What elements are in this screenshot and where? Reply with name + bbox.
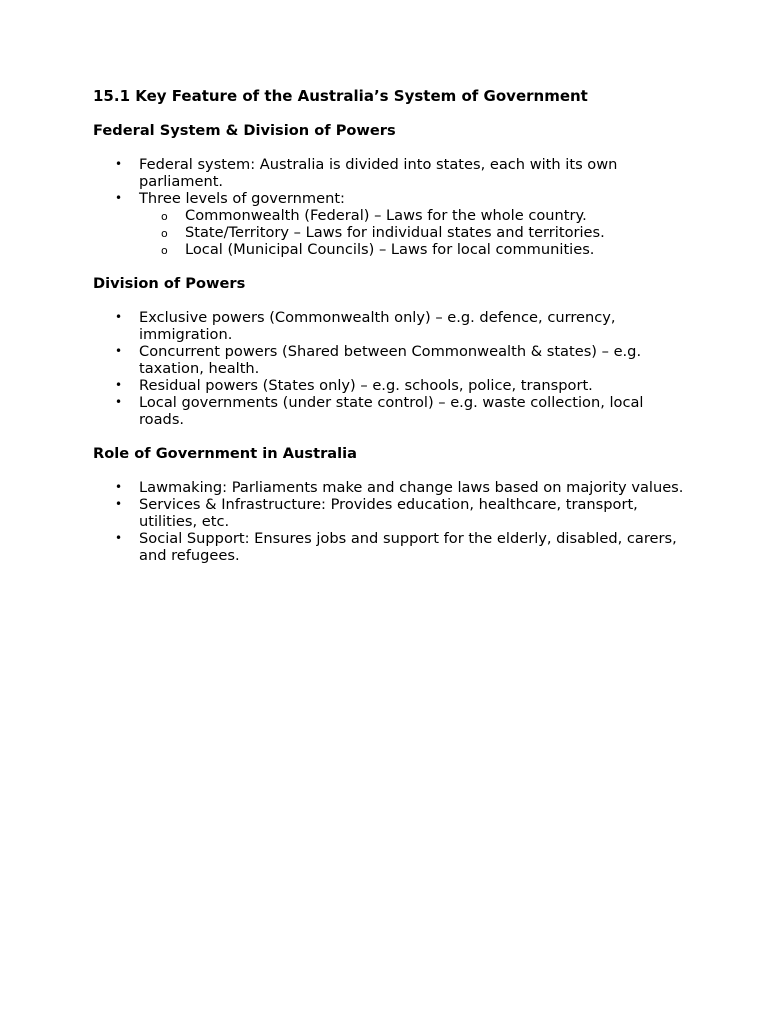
division-of-powers-list [93,309,693,428]
bullet-icon: • [115,480,123,494]
list-item-text: Lawmaking: Parliaments make and change laws based on majority values. [139,479,684,496]
federal-system-list [93,156,693,258]
bullet-icon: • [115,191,123,205]
list-item-text: Local governments (under state control) – e.g. waste collection, local roads. [139,394,644,428]
document-page [93,87,693,581]
list-item [93,309,693,343]
bullet-icon: • [115,531,123,545]
list-item [93,156,693,190]
list-item [93,377,693,394]
bullet-icon: • [115,157,123,171]
sub-list-item [139,241,693,258]
list-item [93,190,693,258]
list-item-text: Social Support: Ensures jobs and support for the elderly, disabled, carers, and refugees. [139,530,677,564]
bullet-icon: • [115,310,123,324]
list-item [93,479,693,496]
sub-list-item [139,224,693,241]
list-item-text: Residual powers (States only) – e.g. schools, police, transport. [139,377,593,394]
role-of-government-list [93,479,693,564]
list-item-text: Federal system: Australia is divided into states, each with its own parliament. [139,156,618,190]
bullet-icon: • [115,395,123,409]
section-heading-division-of-powers: Division of Powers [93,275,246,292]
list-item [93,496,693,530]
list-item-text: Concurrent powers (Shared between Commonwealth & states) – e.g. taxation, health. [139,343,642,377]
list-item [93,530,693,564]
bullet-icon: • [115,344,123,358]
document-title: 15.1 Key Feature of the Australia’s System of Government [93,87,588,105]
sub-bullet-icon: o [161,210,168,223]
sub-bullet-icon: o [161,244,168,257]
list-item [93,394,693,428]
levels-of-government-list [139,207,693,258]
sub-list-item-text: Local (Municipal Councils) – Laws for local communities. [185,241,595,258]
section-heading-federal-system: Federal System & Division of Powers [93,122,396,139]
list-item-text: Three levels of government: [139,190,345,207]
bullet-icon: • [115,378,123,392]
list-item-text: Services & Infrastructure: Provides education, healthcare, transport, utilities, etc. [139,496,638,530]
sub-list-item-text: State/Territory – Laws for individual states and territories. [185,224,605,241]
sub-bullet-icon: o [161,227,168,240]
bullet-icon: • [115,497,123,511]
list-item [93,343,693,377]
list-item-text: Exclusive powers (Commonwealth only) – e.g. defence, currency, immigration. [139,309,616,343]
sub-list-item [139,207,693,224]
section-heading-role-of-government: Role of Government in Australia [93,445,357,462]
sub-list-item-text: Commonwealth (Federal) – Laws for the whole country. [185,207,587,224]
